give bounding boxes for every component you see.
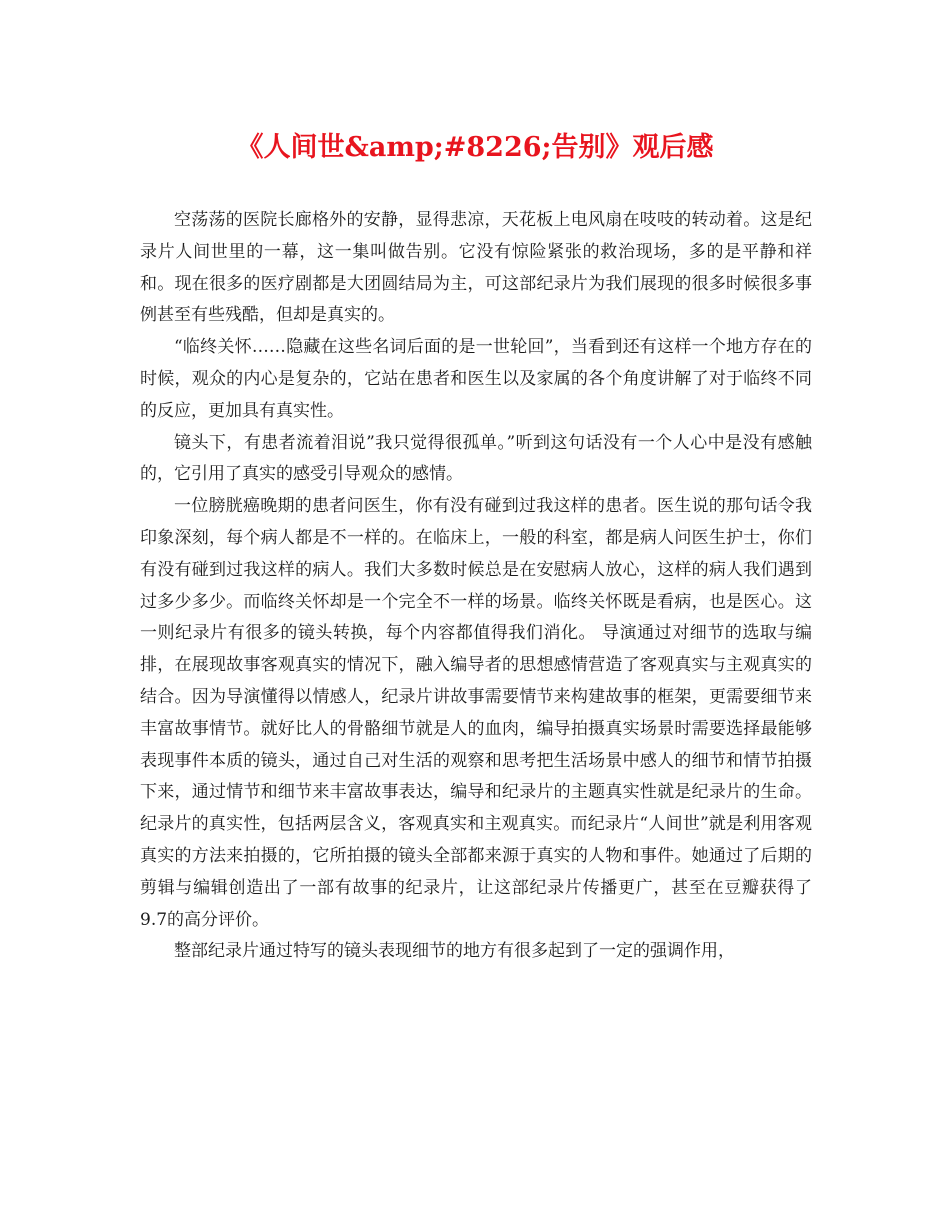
paragraph-5: 整部纪录片通过特写的镜头表现细节的地方有很多起到了一定的强调作用， (174, 941, 735, 962)
paragraph-4: 一位膀胱癌晚期的患者问医生，你有没有碰到过我这样的患者。医生说的那句话令我印象深刻，每个病人都是不一样的。在临床上，一般的科室，都是病人问医生护士，你们有没有碰到过我这样的病人。我们大多数时候总是在安慰病人放心，这样的病人我们遇到过多少多少。而临终关怀却是一个完全不一样的场景。临终关怀既是看病，也是医心。这一则纪录片有很多的镜头转换，每个内容都值得我们消化。 导演通过对细节的选取与编排，在展现故事客观真实的情况下，融入编导者的思想感情营造了客观真实与主观真实的结合。因为导演懂得以情感人，纪录片讲故事需要情节来构建故事的框架，更需要细节来丰富故事情节。就好比人的骨骼细节就是人的血肉，编导拍摄真实场景时需要选择最能够表现事件本质的镜头，通过自己对生活的观察和思考把生活场景中感人的细节和情节拍摄下来，通过情节和细节来丰富故事表达，编导和纪录片的主题真实性就是纪录片的生命。纪录片的真实性，包括两层含义，客观真实和主观真实。而纪录片“人间世”就是利用客观真实的方法来拍摄的，它所拍摄的镜头全部都来源于真实的人物和事件。她通过了后期的剪辑与编辑创造出了一部有故事的纪录片，让这部纪录片传播更广，甚至在豆瓣获得了9.7的高分评价。 (140, 496, 812, 930)
document-title: 《人间世&amp;#8226;告别》观后感 (236, 132, 714, 163)
paragraph-2: “临终关怀……隐藏在这些名词后面的是一世轮回”，当看到还有这样一个地方存在的时候，观众的内心是复杂的，它站在患者和医生以及家属的各个角度讲解了对于临终不同的反应，更加具有真实性。 (140, 337, 812, 421)
paragraph-1: 空荡荡的医院长廊格外的安静，显得悲凉，天花板上电风扇在吱吱的转动着。这是纪录片人间世里的一幕，这一集叫做告别。它没有惊险紧张的救治现场，多的是平静和祥和。现在很多的医疗剧都是大团圆结局为主，可这部纪录片为我们展现的很多时候很多事例甚至有些残酷，但却是真实的。 (140, 210, 812, 326)
paragraph-3: 镜头下，有患者流着泪说”我只觉得很孤单。”听到这句话没有一个人心中是没有感触的，它引用了真实的感受引导观众的感情。 (140, 432, 812, 485)
document-body (140, 205, 812, 968)
